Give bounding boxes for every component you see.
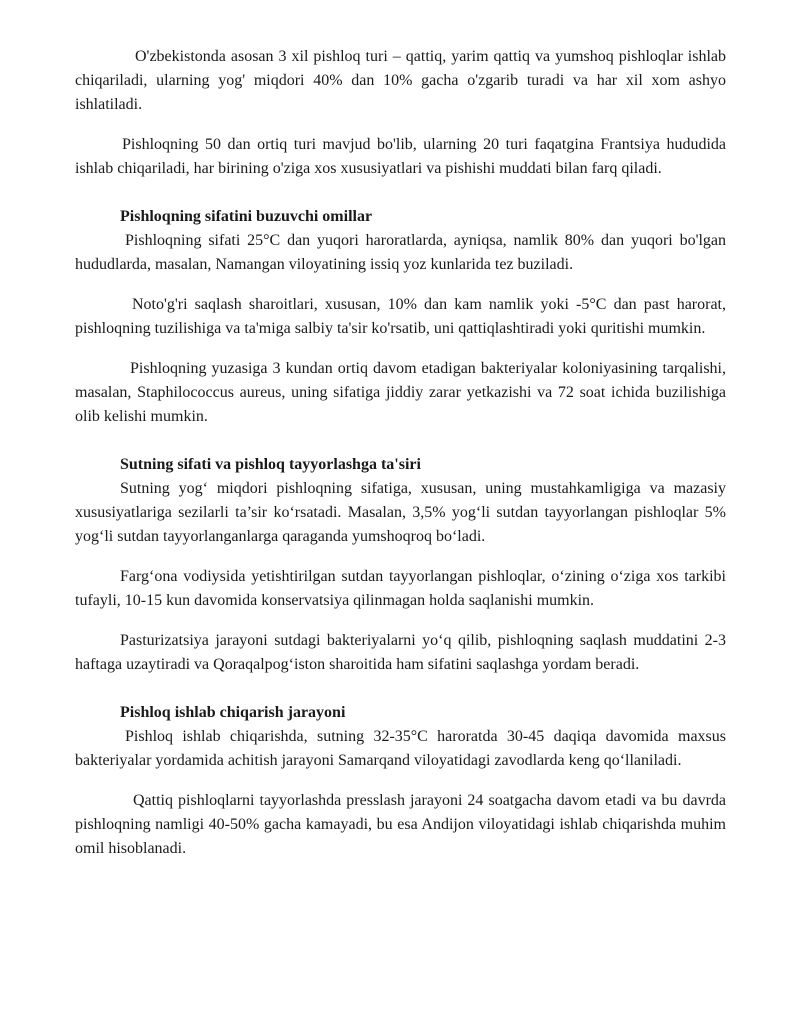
paragraph-storage-conditions: Noto'g'ri saqlash sharoitlari, xususan, 10% dan kam namlik yoki -5°C dan past harorat, pishloqning tuzilishiga va ta'miga salbiy ta'sir ko'rsatib, uni qattiqlashtiradi yoki quritishi mumkin. [75,296,726,337]
paragraph-cheese-types: O'zbekistonda asosan 3 xil pishloq turi – qattiq, yarim qattiq va yumshoq pishloqlar ishlab chiqariladi, ularning yog' miqdori 40% dan 10% gacha o'zgarib turadi va har xil xom ashyo ishlatiladi. [75,48,726,113]
section-heading-production-process: Pishloq ishlab chiqarish jarayoni [120,704,346,721]
paragraph-milk-fat: Sutning yog‘ miqdori pishloqning sifatiga, xususan, uning mustahkamligiga va mazasiy xususiyatlariga sezilarli ta’sir ko‘rsatadi. Masalan, 3,5% yog‘li sutdan tayyorlangan pishloqlar 5% yog‘li sutdan tayyorlanganlarga qaraganda yumshoqroq bo‘ladi. [75,480,726,545]
section-heading-milk-quality: Sutning sifati va pishloq tayyorlashga ta'siri [120,456,421,473]
paragraph-pressing: Qattiq pishloqlarni tayyorlashda presslash jarayoni 24 soatgacha davom etadi va bu davrda pishloqning namligi 40-50% gacha kamayadi, bu esa Andijon viloyatidagi ishlab chiqarishda muhim omil hisoblanadi. [75,792,726,857]
section-heading-quality-factors: Pishloqning sifatini buzuvchi omillar [120,208,373,225]
paragraph-fergana-milk: Farg‘ona vodiysida yetishtirilgan sutdan tayyorlangan pishloqlar, o‘zining o‘ziga xos tarkibi tufayli, 10-15 kun davomida konservatsiya qilinmagan holda saqlanishi mumkin. [75,568,726,609]
paragraph-cheese-varieties: Pishloqning 50 dan ortiq turi mavjud bo'lib, ularning 20 turi faqatgina Frantsiya hududida ishlab chiqariladi, har birining o'ziga xos xususiyatlari va pishishi muddati bilan farq qiladi. [75,136,726,177]
paragraph-fermentation: Pishloq ishlab chiqarishda, sutning 32-35°C haroratda 30-45 daqiqa davomida maxsus bakteriyalar yordamida achitish jarayoni Samarqand viloyatidagi zavodlarda keng qo‘llaniladi. [75,728,726,769]
paragraph-pasteurization: Pasturizatsiya jarayoni sutdagi bakteriyalarni yo‘q qilib, pishloqning saqlash muddatini 2-3 haftaga uzaytiradi va Qoraqalpog‘iston sharoitida ham sifatini saqlashga yordam beradi. [75,632,726,673]
document-page [75,45,726,877]
paragraph-bacteria-colonies: Pishloqning yuzasiga 3 kundan ortiq davom etadigan bakteriyalar koloniyasining tarqalishi, masalan, Staphilococcus aureus, uning sifatiga jiddiy zarar yetkazishi va 72 soat ichida buzilishiga olib kelishi mumkin. [75,360,726,425]
paragraph-temperature-spoilage: Pishloqning sifati 25°C dan yuqori haroratlarda, ayniqsa, namlik 80% dan yuqori bo'lgan hududlarda, masalan, Namangan viloyatining issiq yoz kunlarida tez buziladi. [75,232,726,273]
